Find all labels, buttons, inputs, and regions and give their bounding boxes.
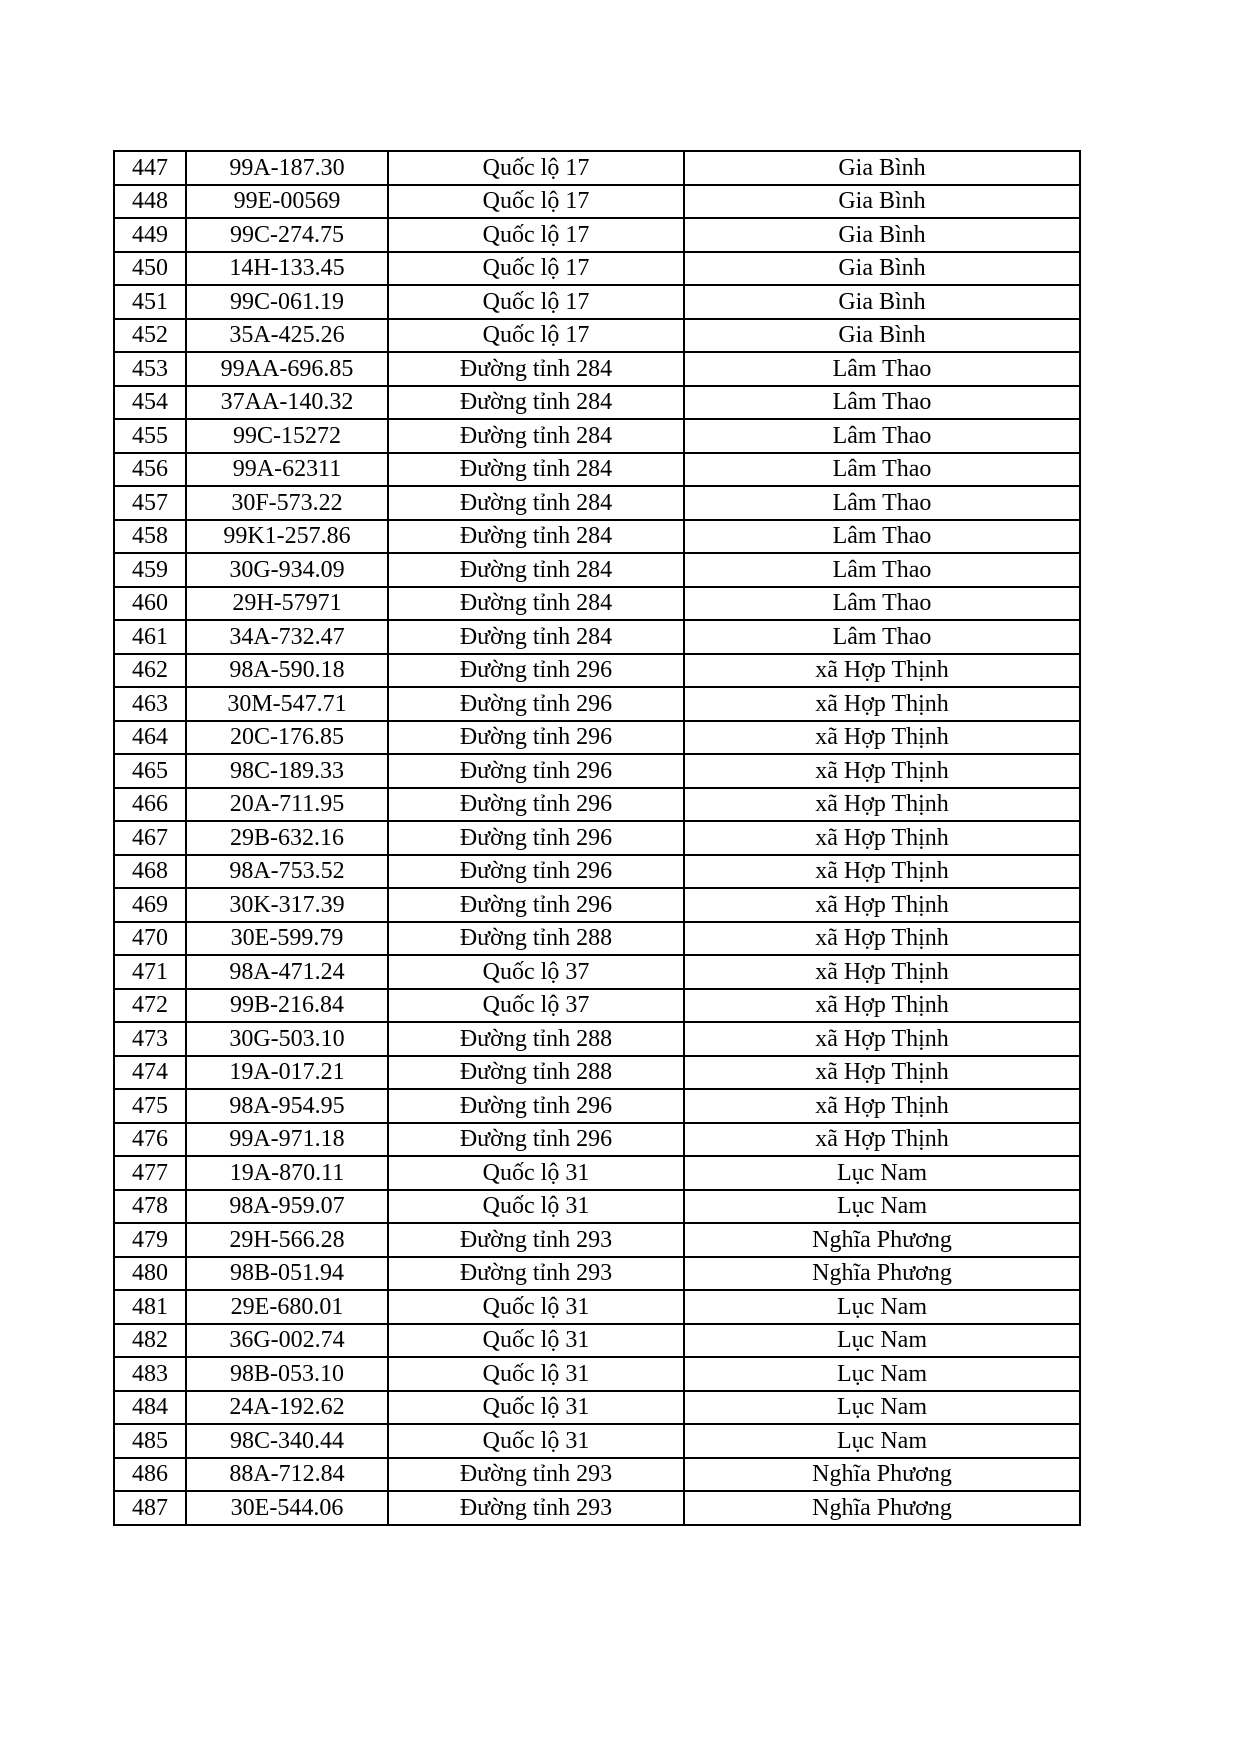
- license-plate-cell: 98A-753.52: [186, 855, 388, 889]
- row-number-cell: 453: [114, 352, 186, 386]
- table-row: [114, 1190, 1080, 1224]
- location-cell: xã Hợp Thịnh: [684, 654, 1080, 688]
- road-name-cell: Đường tỉnh 293: [388, 1491, 684, 1525]
- location-cell: Lâm Thao: [684, 520, 1080, 554]
- row-number-cell: 451: [114, 285, 186, 319]
- license-plate-cell: 30E-544.06: [186, 1491, 388, 1525]
- row-number-cell: 471: [114, 955, 186, 989]
- license-plate-cell: 36G-002.74: [186, 1324, 388, 1358]
- license-plate-cell: 99K1-257.86: [186, 520, 388, 554]
- road-name-cell: Đường tỉnh 296: [388, 888, 684, 922]
- location-cell: Lâm Thao: [684, 620, 1080, 654]
- table-row: [114, 821, 1080, 855]
- license-plate-cell: 30G-934.09: [186, 553, 388, 587]
- table-row: [114, 1022, 1080, 1056]
- row-number-cell: 457: [114, 486, 186, 520]
- table-row: [114, 553, 1080, 587]
- table-row: [114, 151, 1080, 185]
- table-row: [114, 352, 1080, 386]
- row-number-cell: 484: [114, 1391, 186, 1425]
- road-name-cell: Đường tỉnh 284: [388, 453, 684, 487]
- license-plate-cell: 99C-274.75: [186, 218, 388, 252]
- road-name-cell: Đường tỉnh 296: [388, 821, 684, 855]
- road-name-cell: Quốc lộ 31: [388, 1324, 684, 1358]
- license-plate-cell: 98C-189.33: [186, 754, 388, 788]
- table-row: [114, 1357, 1080, 1391]
- table-row: [114, 989, 1080, 1023]
- row-number-cell: 486: [114, 1458, 186, 1492]
- location-cell: Lục Nam: [684, 1190, 1080, 1224]
- row-number-cell: 466: [114, 788, 186, 822]
- row-number-cell: 465: [114, 754, 186, 788]
- license-plate-cell: 99AA-696.85: [186, 352, 388, 386]
- license-plate-cell: 34A-732.47: [186, 620, 388, 654]
- table-row: [114, 1290, 1080, 1324]
- table-row: [114, 252, 1080, 286]
- row-number-cell: 481: [114, 1290, 186, 1324]
- table-row: [114, 218, 1080, 252]
- location-cell: xã Hợp Thịnh: [684, 922, 1080, 956]
- location-cell: xã Hợp Thịnh: [684, 1056, 1080, 1090]
- road-name-cell: Quốc lộ 31: [388, 1424, 684, 1458]
- row-number-cell: 470: [114, 922, 186, 956]
- location-cell: Gia Bình: [684, 218, 1080, 252]
- row-number-cell: 448: [114, 185, 186, 219]
- row-number-cell: 482: [114, 1324, 186, 1358]
- road-name-cell: Đường tỉnh 288: [388, 922, 684, 956]
- row-number-cell: 475: [114, 1089, 186, 1123]
- road-name-cell: Đường tỉnh 293: [388, 1257, 684, 1291]
- license-plate-cell: 35A-425.26: [186, 319, 388, 353]
- road-name-cell: Đường tỉnh 288: [388, 1056, 684, 1090]
- location-cell: xã Hợp Thịnh: [684, 989, 1080, 1023]
- location-cell: Gia Bình: [684, 319, 1080, 353]
- row-number-cell: 456: [114, 453, 186, 487]
- row-number-cell: 462: [114, 654, 186, 688]
- location-cell: Lâm Thao: [684, 453, 1080, 487]
- location-cell: Lục Nam: [684, 1156, 1080, 1190]
- license-plate-cell: 24A-192.62: [186, 1391, 388, 1425]
- location-cell: Nghĩa Phương: [684, 1491, 1080, 1525]
- location-cell: Nghĩa Phương: [684, 1223, 1080, 1257]
- row-number-cell: 483: [114, 1357, 186, 1391]
- location-cell: xã Hợp Thịnh: [684, 1022, 1080, 1056]
- location-cell: Gia Bình: [684, 252, 1080, 286]
- license-plate-cell: 29H-566.28: [186, 1223, 388, 1257]
- license-plate-cell: 99B-216.84: [186, 989, 388, 1023]
- row-number-cell: 447: [114, 151, 186, 185]
- table-row: [114, 855, 1080, 889]
- location-cell: xã Hợp Thịnh: [684, 754, 1080, 788]
- table-row: [114, 1424, 1080, 1458]
- road-name-cell: Quốc lộ 31: [388, 1357, 684, 1391]
- table-row: [114, 1324, 1080, 1358]
- table-body: [114, 151, 1080, 1525]
- license-plate-cell: 29B-632.16: [186, 821, 388, 855]
- location-cell: Lục Nam: [684, 1324, 1080, 1358]
- location-cell: Gia Bình: [684, 185, 1080, 219]
- road-name-cell: Đường tỉnh 296: [388, 1123, 684, 1157]
- license-plate-cell: 30E-599.79: [186, 922, 388, 956]
- row-number-cell: 459: [114, 553, 186, 587]
- location-cell: xã Hợp Thịnh: [684, 687, 1080, 721]
- license-plate-cell: 29H-57971: [186, 587, 388, 621]
- road-name-cell: Quốc lộ 31: [388, 1290, 684, 1324]
- row-number-cell: 464: [114, 721, 186, 755]
- row-number-cell: 461: [114, 620, 186, 654]
- table-row: [114, 1056, 1080, 1090]
- table-row: [114, 1491, 1080, 1525]
- location-cell: xã Hợp Thịnh: [684, 955, 1080, 989]
- location-cell: Nghĩa Phương: [684, 1257, 1080, 1291]
- license-plate-cell: 19A-017.21: [186, 1056, 388, 1090]
- license-plate-cell: 99C-061.19: [186, 285, 388, 319]
- location-cell: Lâm Thao: [684, 587, 1080, 621]
- table-row: [114, 754, 1080, 788]
- row-number-cell: 472: [114, 989, 186, 1023]
- road-name-cell: Đường tỉnh 296: [388, 721, 684, 755]
- license-plate-cell: 19A-870.11: [186, 1156, 388, 1190]
- road-name-cell: Đường tỉnh 296: [388, 687, 684, 721]
- location-cell: Lâm Thao: [684, 553, 1080, 587]
- road-name-cell: Đường tỉnh 293: [388, 1223, 684, 1257]
- license-plate-cell: 30F-573.22: [186, 486, 388, 520]
- table-row: [114, 687, 1080, 721]
- table-row: [114, 1223, 1080, 1257]
- road-name-cell: Quốc lộ 37: [388, 955, 684, 989]
- table-row: [114, 888, 1080, 922]
- license-plate-cell: 98A-471.24: [186, 955, 388, 989]
- table-row: [114, 1391, 1080, 1425]
- row-number-cell: 452: [114, 319, 186, 353]
- location-cell: Lục Nam: [684, 1290, 1080, 1324]
- road-name-cell: Đường tỉnh 284: [388, 520, 684, 554]
- row-number-cell: 469: [114, 888, 186, 922]
- road-name-cell: Quốc lộ 17: [388, 218, 684, 252]
- table-row: [114, 620, 1080, 654]
- table-row: [114, 788, 1080, 822]
- location-cell: Lâm Thao: [684, 419, 1080, 453]
- license-plate-cell: 20A-711.95: [186, 788, 388, 822]
- row-number-cell: 463: [114, 687, 186, 721]
- row-number-cell: 487: [114, 1491, 186, 1525]
- road-name-cell: Đường tỉnh 296: [388, 1089, 684, 1123]
- license-plate-cell: 30M-547.71: [186, 687, 388, 721]
- row-number-cell: 477: [114, 1156, 186, 1190]
- license-plate-cell: 88A-712.84: [186, 1458, 388, 1492]
- road-name-cell: Đường tỉnh 296: [388, 654, 684, 688]
- license-plate-cell: 98C-340.44: [186, 1424, 388, 1458]
- row-number-cell: 478: [114, 1190, 186, 1224]
- row-number-cell: 460: [114, 587, 186, 621]
- table-row: [114, 1156, 1080, 1190]
- table-row: [114, 1458, 1080, 1492]
- table-row: [114, 587, 1080, 621]
- road-name-cell: Đường tỉnh 296: [388, 754, 684, 788]
- license-plate-cell: 37AA-140.32: [186, 386, 388, 420]
- road-name-cell: Đường tỉnh 284: [388, 620, 684, 654]
- license-plate-cell: 98A-959.07: [186, 1190, 388, 1224]
- row-number-cell: 455: [114, 419, 186, 453]
- row-number-cell: 458: [114, 520, 186, 554]
- license-plate-cell: 30G-503.10: [186, 1022, 388, 1056]
- row-number-cell: 480: [114, 1257, 186, 1291]
- license-plate-cell: 30K-317.39: [186, 888, 388, 922]
- table-row: [114, 1257, 1080, 1291]
- row-number-cell: 450: [114, 252, 186, 286]
- location-cell: Lâm Thao: [684, 386, 1080, 420]
- location-cell: xã Hợp Thịnh: [684, 1123, 1080, 1157]
- row-number-cell: 467: [114, 821, 186, 855]
- license-plate-cell: 99E-00569: [186, 185, 388, 219]
- license-plate-cell: 99C-15272: [186, 419, 388, 453]
- table-row: [114, 285, 1080, 319]
- road-name-cell: Đường tỉnh 284: [388, 352, 684, 386]
- license-plate-cell: 98B-053.10: [186, 1357, 388, 1391]
- location-cell: xã Hợp Thịnh: [684, 788, 1080, 822]
- table-row: [114, 955, 1080, 989]
- location-cell: xã Hợp Thịnh: [684, 721, 1080, 755]
- location-cell: xã Hợp Thịnh: [684, 855, 1080, 889]
- row-number-cell: 473: [114, 1022, 186, 1056]
- road-name-cell: Đường tỉnh 296: [388, 855, 684, 889]
- row-number-cell: 479: [114, 1223, 186, 1257]
- license-plate-cell: 98A-590.18: [186, 654, 388, 688]
- license-plate-cell: 98A-954.95: [186, 1089, 388, 1123]
- road-name-cell: Đường tỉnh 284: [388, 553, 684, 587]
- road-name-cell: Quốc lộ 17: [388, 185, 684, 219]
- row-number-cell: 468: [114, 855, 186, 889]
- license-plate-cell: 20C-176.85: [186, 721, 388, 755]
- location-cell: Lâm Thao: [684, 486, 1080, 520]
- road-name-cell: Quốc lộ 17: [388, 252, 684, 286]
- table-row: [114, 520, 1080, 554]
- license-plate-cell: 98B-051.94: [186, 1257, 388, 1291]
- road-name-cell: Đường tỉnh 284: [388, 419, 684, 453]
- license-plate-cell: 14H-133.45: [186, 252, 388, 286]
- row-number-cell: 485: [114, 1424, 186, 1458]
- table-row: [114, 654, 1080, 688]
- location-cell: Nghĩa Phương: [684, 1458, 1080, 1492]
- table-row: [114, 721, 1080, 755]
- road-name-cell: Quốc lộ 17: [388, 319, 684, 353]
- license-plate-cell: 99A-971.18: [186, 1123, 388, 1157]
- road-name-cell: Quốc lộ 31: [388, 1391, 684, 1425]
- road-name-cell: Đường tỉnh 288: [388, 1022, 684, 1056]
- row-number-cell: 476: [114, 1123, 186, 1157]
- location-cell: Lâm Thao: [684, 352, 1080, 386]
- table-row: [114, 453, 1080, 487]
- road-name-cell: Quốc lộ 31: [388, 1190, 684, 1224]
- road-name-cell: Quốc lộ 17: [388, 285, 684, 319]
- row-number-cell: 454: [114, 386, 186, 420]
- location-cell: Gia Bình: [684, 151, 1080, 185]
- location-cell: Lục Nam: [684, 1357, 1080, 1391]
- location-cell: xã Hợp Thịnh: [684, 821, 1080, 855]
- table-row: [114, 486, 1080, 520]
- table-row: [114, 319, 1080, 353]
- table-row: [114, 386, 1080, 420]
- location-cell: Lục Nam: [684, 1391, 1080, 1425]
- row-number-cell: 449: [114, 218, 186, 252]
- table-row: [114, 419, 1080, 453]
- table-row: [114, 1123, 1080, 1157]
- location-cell: xã Hợp Thịnh: [684, 888, 1080, 922]
- license-plate-cell: 99A-62311: [186, 453, 388, 487]
- row-number-cell: 474: [114, 1056, 186, 1090]
- road-name-cell: Đường tỉnh 284: [388, 386, 684, 420]
- license-plate-cell: 99A-187.30: [186, 151, 388, 185]
- table-row: [114, 922, 1080, 956]
- road-name-cell: Quốc lộ 37: [388, 989, 684, 1023]
- license-plate-cell: 29E-680.01: [186, 1290, 388, 1324]
- road-name-cell: Quốc lộ 17: [388, 151, 684, 185]
- road-name-cell: Quốc lộ 31: [388, 1156, 684, 1190]
- road-name-cell: Đường tỉnh 284: [388, 587, 684, 621]
- road-name-cell: Đường tỉnh 284: [388, 486, 684, 520]
- road-name-cell: Đường tỉnh 293: [388, 1458, 684, 1492]
- table-row: [114, 185, 1080, 219]
- road-name-cell: Đường tỉnh 296: [388, 788, 684, 822]
- location-cell: Lục Nam: [684, 1424, 1080, 1458]
- location-cell: xã Hợp Thịnh: [684, 1089, 1080, 1123]
- location-cell: Gia Bình: [684, 285, 1080, 319]
- table-row: [114, 1089, 1080, 1123]
- violation-records-table: [113, 150, 1081, 1526]
